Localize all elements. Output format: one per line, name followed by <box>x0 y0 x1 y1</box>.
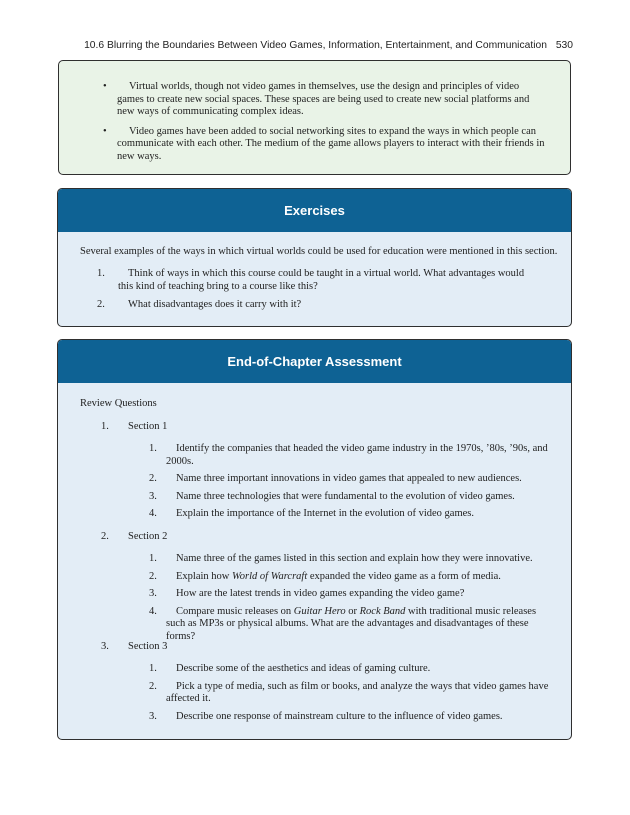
item-text: Pick a type of media, such as film or books, and analyze the ways that video games have affected it. <box>166 680 549 705</box>
assessment-title: End-of-Chapter Assessment <box>58 340 571 383</box>
list-item <box>149 710 551 724</box>
exercises-intro: Several examples of the ways in which virtual worlds could be used for education were mentioned in this section. <box>80 246 558 257</box>
exercises-box <box>57 188 572 327</box>
text-run: Explain how <box>176 570 232 582</box>
item-number: 2. <box>149 473 157 485</box>
item-text <box>166 606 551 644</box>
section-1-questions <box>149 443 551 526</box>
item-text: Explain the importance of the Internet in the evolution of video games. <box>176 508 474 520</box>
item-number: 3. <box>149 710 157 722</box>
item-text: Describe one response of mainstream culture to the influence of video games. <box>176 710 503 722</box>
list-item <box>149 490 551 504</box>
item-number: 2. <box>97 299 105 311</box>
takeaway-text: Video games have been added to social networking sites to expand the ways in which people can communicate with each other. The medium of the game allows players to interact with their friends in new ways. <box>117 125 545 162</box>
assessment-box <box>57 339 572 740</box>
section-number: 1. <box>101 421 109 432</box>
item-number: 3. <box>149 490 157 502</box>
header-title: 10.6 Blurring the Boundaries Between Video Games, Information, Entertainment, and Communication <box>84 40 547 51</box>
list-item <box>97 299 538 312</box>
item-text: Name three technologies that were fundamental to the evolution of video games. <box>176 490 515 502</box>
item-number: 2. <box>149 570 157 582</box>
exercises-list <box>97 268 538 318</box>
takeaways-list <box>103 81 547 171</box>
item-number: 2. <box>149 680 157 692</box>
exercises-title: Exercises <box>58 189 571 232</box>
running-header <box>0 40 573 51</box>
item-text <box>166 571 551 584</box>
item-text: How are the latest trends in video games expanding the video game? <box>176 588 465 600</box>
item-number: 1. <box>149 553 157 564</box>
section-heading <box>101 531 168 542</box>
item-number: 1. <box>97 268 105 279</box>
section-number: 3. <box>101 641 109 652</box>
list-item <box>149 473 551 486</box>
section-heading <box>101 421 168 432</box>
item-number: 4. <box>149 508 157 520</box>
review-questions-label: Review Questions <box>80 398 157 409</box>
item-text: What disadvantages does it carry with it? <box>128 299 302 311</box>
bullet-icon: • <box>103 81 107 92</box>
item-number: 3. <box>149 588 157 600</box>
list-item <box>149 443 551 468</box>
section-label: Section 1 <box>128 421 168 432</box>
text-run: with traditional music releases such as MP3s or physical albums. What are the advantages and disadvantages of these forms? <box>166 605 537 642</box>
section-2-questions <box>149 553 551 649</box>
bullet-icon: • <box>103 125 107 137</box>
page-number: 530 <box>555 40 573 51</box>
list-item <box>149 680 551 706</box>
game-title: World of Warcraft <box>232 570 308 582</box>
list-item <box>149 508 551 521</box>
list-item <box>149 588 551 601</box>
item-number: 1. <box>149 443 157 454</box>
text-run: or <box>345 605 360 617</box>
text-run: Compare music releases on <box>176 605 294 617</box>
item-text: Describe some of the aesthetics and ideas of gaming culture. <box>176 663 431 674</box>
section-number: 2. <box>101 531 109 542</box>
item-text: Name three important innovations in video games that appealed to new audiences. <box>176 473 522 485</box>
section-label: Section 2 <box>128 531 168 542</box>
list-item <box>103 125 547 164</box>
section-3-questions <box>149 663 551 728</box>
list-item <box>149 570 551 584</box>
section-heading <box>101 641 168 652</box>
section-label: Section 3 <box>128 641 168 652</box>
item-text: Name three of the games listed in this section and explain how they were innovative. <box>176 553 533 564</box>
list-item <box>149 663 551 676</box>
key-takeaways-box <box>58 60 571 175</box>
item-number: 1. <box>149 663 157 674</box>
item-text: Think of ways in which this course could be taught in a virtual world. What advantages would this kind of teaching bring to a course like this? <box>118 268 525 292</box>
list-item <box>103 81 547 119</box>
takeaway-text: Virtual worlds, though not video games in themselves, use the design and principles of video games to create new social spaces. These spaces are being used to create new social platforms and new ways of communicating complex ideas. <box>117 81 530 118</box>
list-item <box>97 268 538 293</box>
item-number: 4. <box>149 605 157 617</box>
game-title: Rock Band <box>359 605 406 617</box>
list-item <box>149 553 551 566</box>
list-item <box>149 605 551 644</box>
game-title: Guitar Hero <box>293 605 346 617</box>
text-run: expanded the video game as a form of media. <box>307 570 501 582</box>
item-text: Identify the companies that headed the video game industry in the 1970s, ’80s, ’90s, and 2000s. <box>166 443 548 467</box>
